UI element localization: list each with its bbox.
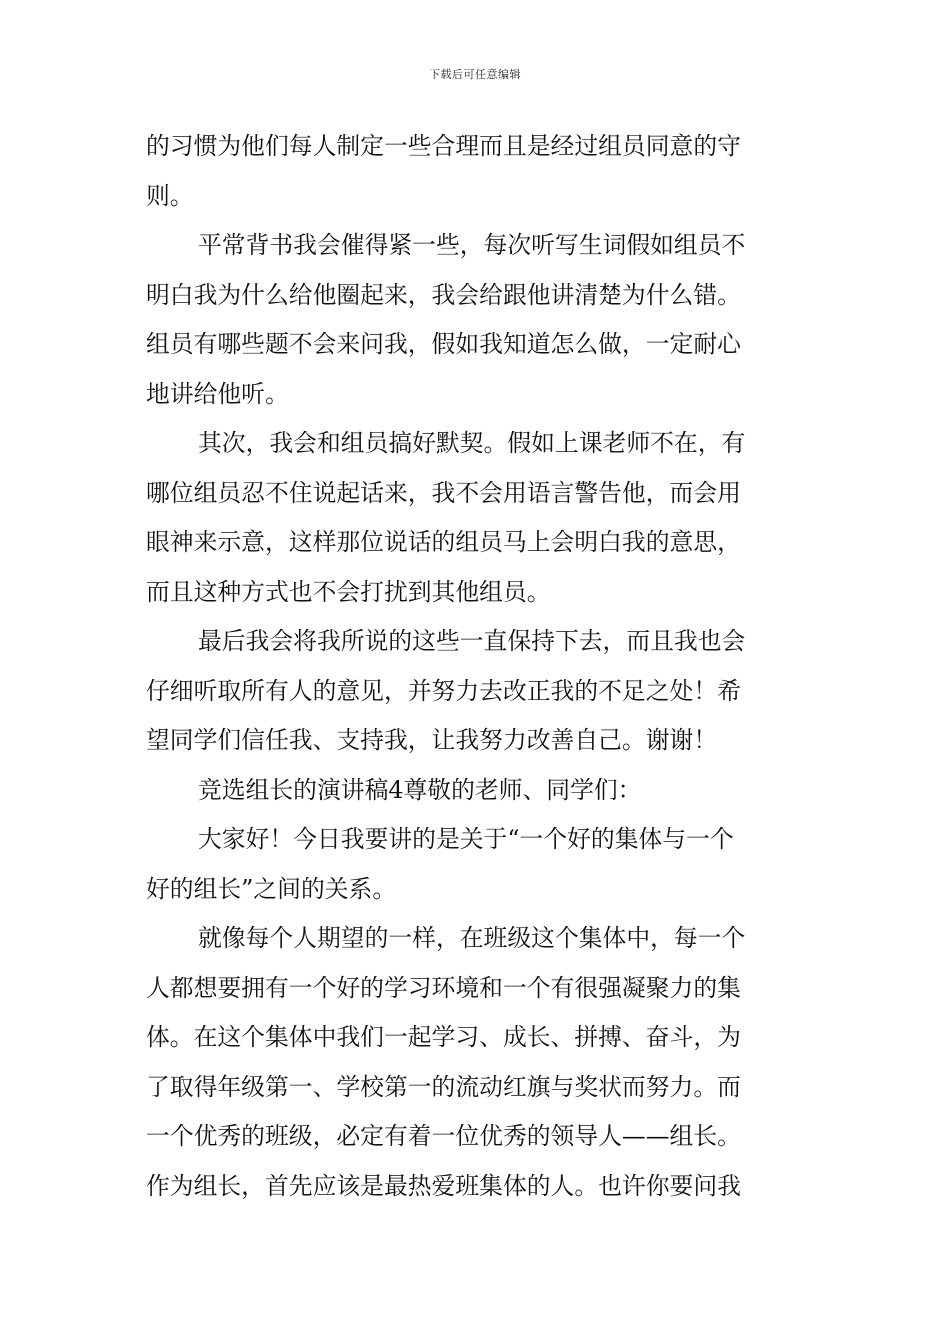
paragraph xyxy=(146,419,806,617)
text-line: 就像每个人期望的一样，在班级这个集体中，每一个 xyxy=(198,924,746,952)
paragraph xyxy=(146,914,806,1211)
text-line: 体。在这个集体中我们一起学习、成长、拼搏、奋斗，为 xyxy=(146,1023,741,1051)
section-heading xyxy=(146,766,806,816)
text-line: 其次，我会和组员搞好默契。假如上课老师不在，有 xyxy=(198,429,746,457)
text-line: 仔细听取所有人的意见，并努力去改正我的不足之处！希 xyxy=(146,676,741,705)
text-line: 了取得年级第一、学校第一的流动红旗与奖状而努力。而 xyxy=(146,1072,741,1101)
text-line: 好的组长”之间的关系。 xyxy=(146,874,397,903)
text-line: 一个优秀的班级，必定有着一位优秀的领导人——组长。 xyxy=(146,1122,741,1150)
text-line: 人都想要拥有一个好的学习环境和一个有很强凝聚力的集 xyxy=(146,973,741,1002)
text-line: 组员有哪些题不会来问我，假如我知道怎么做，一定耐心 xyxy=(146,330,741,358)
text-line: 最后我会将我所说的这些一直保持下去，而且我也会 xyxy=(198,627,746,655)
text-line: 的习惯为他们每人制定一些合理而且是经过组员同意的守 xyxy=(146,132,741,160)
paragraph xyxy=(146,221,806,419)
text-line: 明白我为什么给他圈起来，我会给跟他讲清楚为什么错。 xyxy=(146,280,741,309)
text-line: 而且这种方式也不会打扰到其他组员。 xyxy=(146,577,551,606)
paragraph xyxy=(146,815,806,914)
text-line: 地讲给他听。 xyxy=(146,379,289,408)
paragraph xyxy=(146,122,806,221)
document-body xyxy=(146,122,806,1211)
text-line: 大家好！今日我要讲的是关于“一个好的集体与一个 xyxy=(198,825,734,853)
text-line: 哪位组员忍不住说起话来，我不会用语言警告他，而会用 xyxy=(146,478,741,507)
text-line: 则。 xyxy=(146,181,194,210)
text-line: 眼神来示意，这样那位说话的组员马上会明白我的意思， xyxy=(146,528,741,556)
text-line: 望同学们信任我、支持我，让我努力改善自己。谢谢！ xyxy=(146,726,718,754)
text-line: 平常背书我会催得紧一些，每次听写生词假如组员不 xyxy=(198,231,746,259)
text-line: 作为组长，首先应该是最热爱班集体的人。也许你要问我 xyxy=(146,1171,741,1200)
page-header: 下载后可任意编辑 xyxy=(429,68,521,81)
text-line: 竞选组长的演讲稿4尊敬的老师、同学们： xyxy=(198,775,642,804)
paragraph xyxy=(146,617,806,766)
